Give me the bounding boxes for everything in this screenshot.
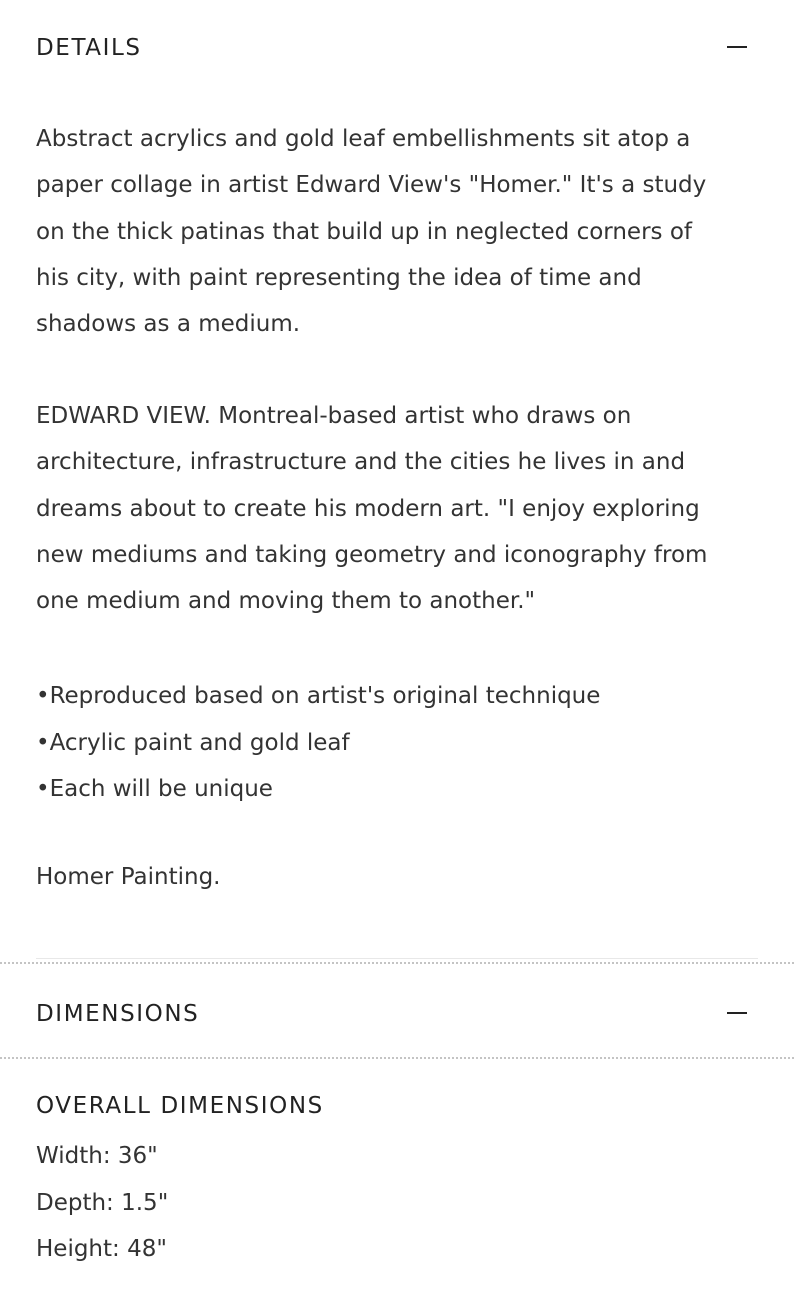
details-collapse-button[interactable]: [724, 34, 750, 60]
details-section-header[interactable]: [0, 28, 794, 68]
dimension-width: Width: 36": [36, 1143, 158, 1169]
bullet-item: •Reproduced based on artist's original technique: [36, 683, 601, 709]
dimensions-title: DIMENSIONS: [36, 1001, 200, 1027]
description-line: his city, with paint representing the idea of time and: [36, 264, 642, 291]
product-name: Homer Painting.: [36, 864, 221, 890]
dimensions-collapse-button[interactable]: [724, 1000, 750, 1026]
dimension-depth: Depth: 1.5": [36, 1189, 169, 1216]
description-line: paper collage in artist Edward View's "Homer." It's a study: [36, 172, 707, 199]
bio-line: one medium and moving them to another.": [36, 588, 536, 615]
bio-line: architecture, infrastructure and the cities he lives in and: [36, 449, 686, 476]
section-divider: [0, 1057, 794, 1059]
description-line: Abstract acrylics and gold leaf embellishments sit atop a: [36, 126, 691, 152]
bio-line: dreams about to create his modern art. "I enjoy exploring: [36, 495, 700, 522]
artist-bio-paragraph: [36, 393, 766, 624]
bio-line: EDWARD VIEW. Montreal-based artist who draws on: [36, 403, 632, 429]
minus-icon: [727, 1012, 747, 1014]
dimension-height: Height: 48": [36, 1236, 167, 1262]
description-line: shadows as a medium.: [36, 311, 301, 338]
details-title: DETAILS: [36, 35, 142, 61]
bullet-item: •Acrylic paint and gold leaf: [36, 729, 350, 756]
overall-dimensions-title: OVERALL DIMENSIONS: [36, 1093, 324, 1119]
bullet-item: •Each will be unique: [36, 776, 273, 802]
description-paragraph: [36, 116, 766, 347]
minus-icon: [727, 46, 747, 48]
section-divider: [0, 962, 794, 964]
bio-line: new mediums and taking geometry and iconography from: [36, 541, 708, 568]
dimensions-section-header[interactable]: [0, 994, 794, 1034]
dimensions-list: [36, 1133, 168, 1273]
description-line: on the thick patinas that build up in neglected corners of: [36, 218, 693, 245]
divider-line: [36, 958, 758, 959]
feature-bullet-list: [36, 673, 766, 813]
